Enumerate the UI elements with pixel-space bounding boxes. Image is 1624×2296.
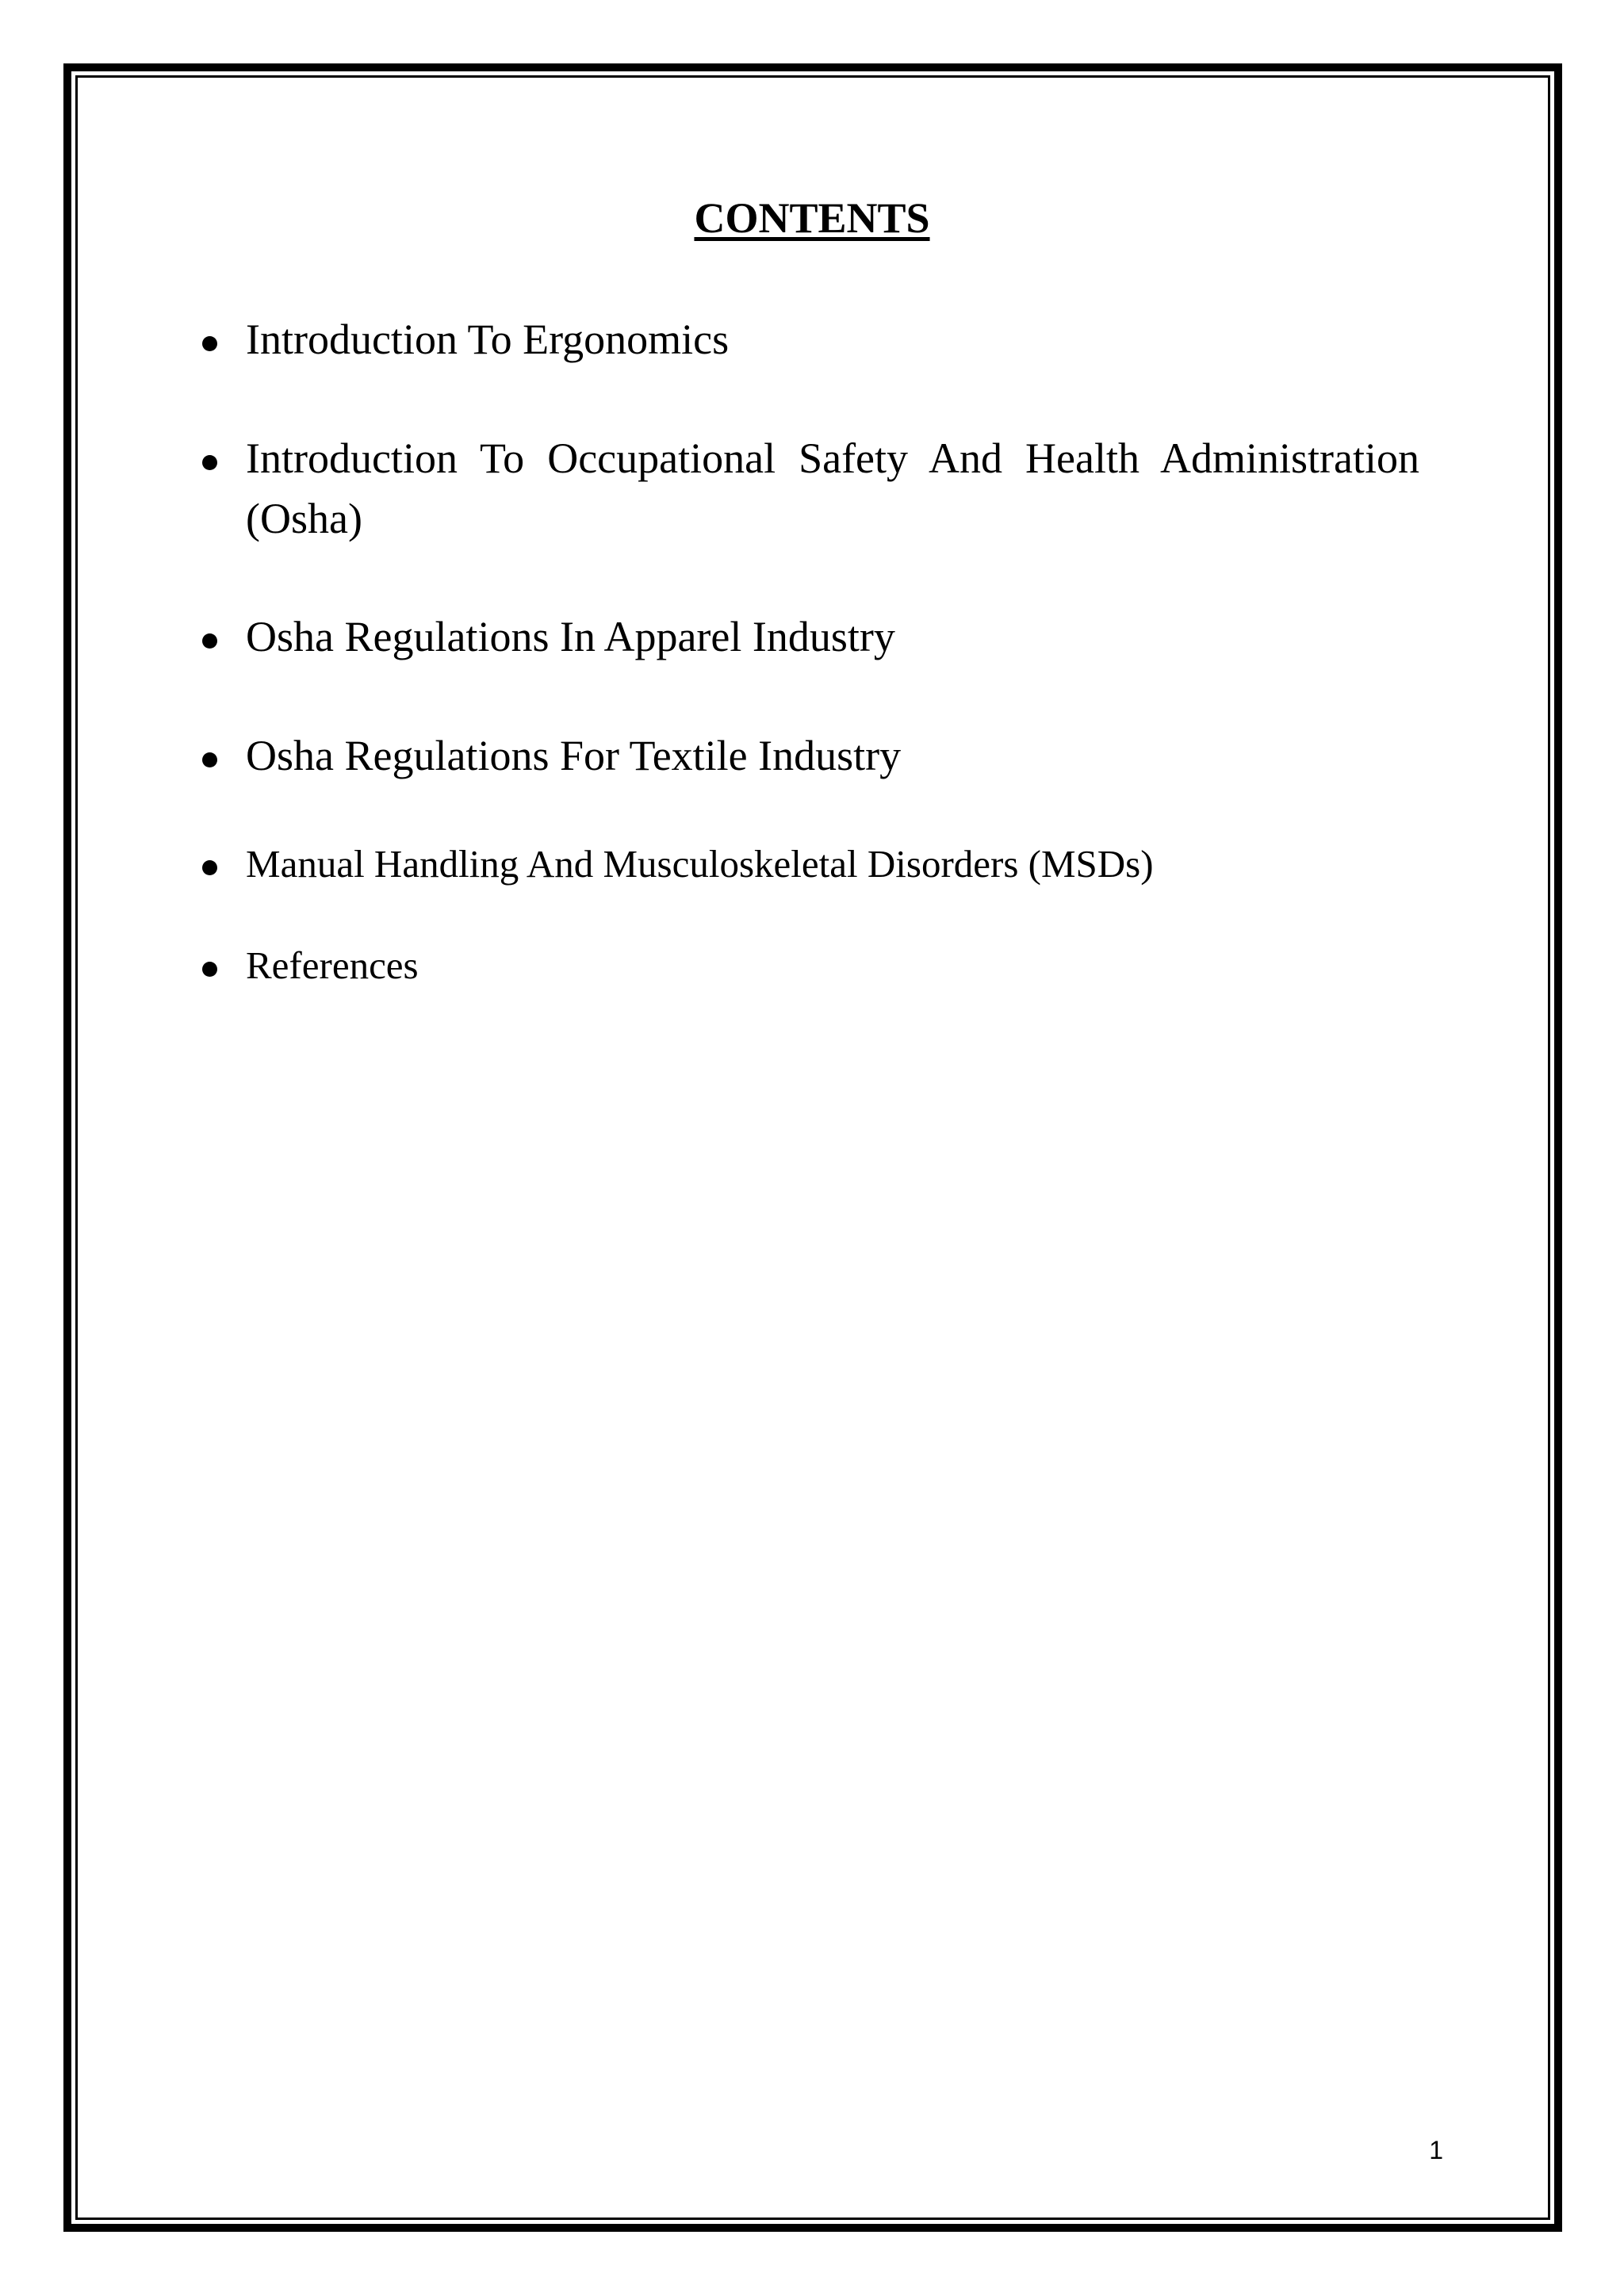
bullet-icon bbox=[193, 428, 225, 488]
bullet-icon bbox=[193, 607, 225, 667]
toc-item-label: References bbox=[246, 943, 419, 987]
toc-item-manual-handling-msds bbox=[246, 834, 1419, 894]
toc-item-label: Osha Regulations In Apparel Industry bbox=[246, 613, 895, 660]
page-number: 1 bbox=[1429, 2136, 1443, 2164]
toc-item-osha-regulations-textile bbox=[246, 725, 1419, 786]
bullet-icon bbox=[193, 936, 225, 996]
toc-item-label: Introduction To Ergonomics bbox=[246, 316, 730, 363]
bullet-icon bbox=[193, 725, 225, 786]
page-title: CONTENTS bbox=[694, 194, 930, 242]
page-border-inner bbox=[75, 75, 1550, 2220]
bullet-icon bbox=[193, 309, 225, 369]
bullet-icon bbox=[193, 834, 225, 894]
toc-item-label: Introduction To Occupational Safety And Health Administration (Osha) bbox=[246, 434, 1419, 542]
toc-item-label: Manual Handling And Musculoskeletal Disorders (MSDs) bbox=[246, 842, 1154, 886]
toc-item-osha-regulations-apparel bbox=[246, 607, 1419, 667]
toc-item-references bbox=[246, 936, 1419, 996]
toc-item-introduction-to-ergonomics bbox=[246, 309, 1419, 369]
toc-item-introduction-to-osha bbox=[246, 428, 1419, 549]
toc-item-label: Osha Regulations For Textile Industry bbox=[246, 732, 902, 779]
